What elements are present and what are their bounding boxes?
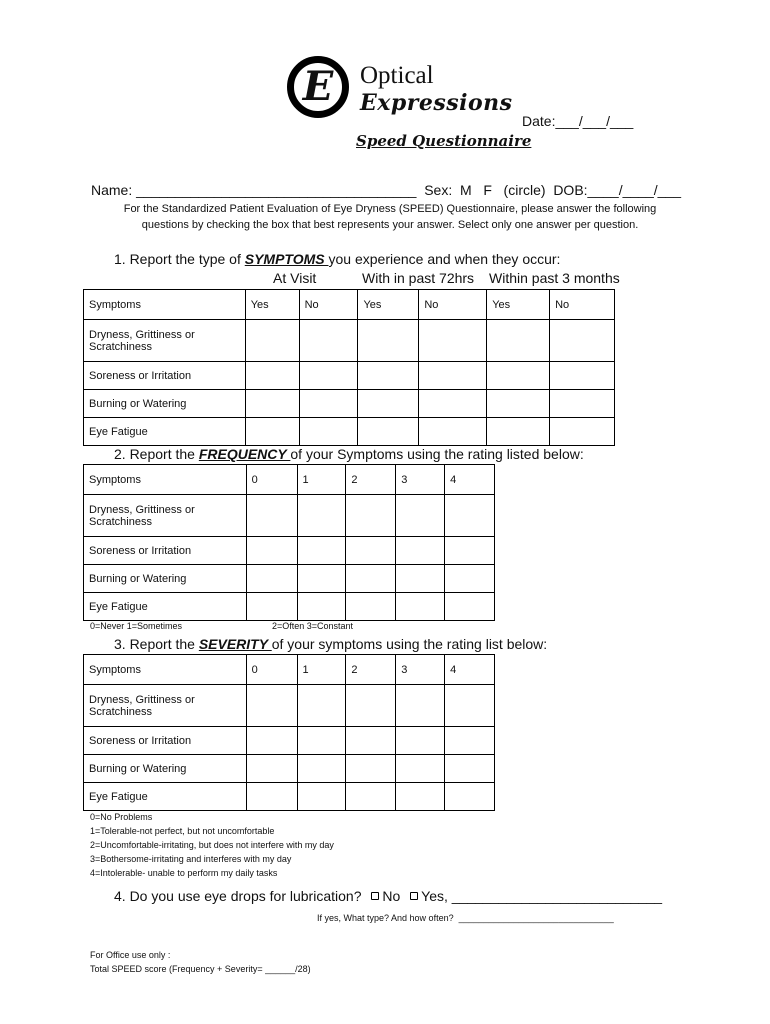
answer-cell[interactable] <box>297 495 346 537</box>
answer-cell[interactable] <box>246 685 297 727</box>
answer-cell[interactable] <box>550 390 615 418</box>
symptom-label: Burning or Watering <box>84 390 246 418</box>
answer-cell[interactable] <box>445 685 495 727</box>
document-title: Speed Questionnaire <box>356 132 532 150</box>
office-use-label: For Office use only : <box>90 950 171 960</box>
period-3-months: Within past 3 months <box>489 270 620 286</box>
frequency-legend-left: 0=Never 1=Sometimes <box>90 621 183 631</box>
patient-info-line[interactable]: Name: ____________________________________ Sex: M F (circle) DOB:____/____/___ <box>91 182 681 198</box>
logo-monogram <box>287 56 349 118</box>
answer-cell[interactable] <box>297 565 346 593</box>
answer-cell[interactable] <box>445 593 495 621</box>
answer-cell[interactable] <box>346 565 396 593</box>
answer-cell[interactable] <box>245 320 299 362</box>
col-symptoms: Symptoms <box>84 290 246 320</box>
answer-cell[interactable] <box>358 362 419 390</box>
answer-cell[interactable] <box>246 593 297 621</box>
table-header-row <box>84 465 495 495</box>
instructions-line-1: For the Standardized Patient Evaluation of Eye Dryness (SPEED) Questionnaire, please answer the following <box>123 203 657 215</box>
instructions-line-2: questions by checking the box that best represents your answer. Select only one answer per question. <box>141 219 639 231</box>
symptom-label: Dryness, Grittiness or Scratchiness <box>84 685 247 727</box>
answer-cell[interactable] <box>297 685 346 727</box>
answer-cell[interactable] <box>346 783 396 811</box>
answer-cell[interactable] <box>245 418 299 446</box>
answer-cell[interactable] <box>445 495 495 537</box>
answer-cell[interactable] <box>396 537 445 565</box>
table-row <box>84 390 615 418</box>
symptom-label: Eye Fatigue <box>84 593 247 621</box>
col-yes-visit: Yes <box>245 290 299 320</box>
col-symptoms: Symptoms <box>84 465 247 495</box>
answer-cell[interactable] <box>346 755 396 783</box>
col-rating-3: 3 <box>396 465 445 495</box>
symptom-label: Dryness, Grittiness or Scratchiness <box>84 495 247 537</box>
table-row <box>84 362 615 390</box>
symptom-label: Burning or Watering <box>84 755 247 783</box>
frequency-legend-right: 2=Often 3=Constant <box>272 621 354 631</box>
frequency-table <box>83 464 495 621</box>
answer-cell[interactable] <box>358 320 419 362</box>
answer-cell[interactable] <box>297 783 346 811</box>
answer-cell[interactable] <box>550 362 615 390</box>
col-no-visit: No <box>299 290 358 320</box>
answer-cell[interactable] <box>246 727 297 755</box>
col-rating-2: 2 <box>346 465 396 495</box>
answer-cell[interactable] <box>346 495 396 537</box>
col-rating-1: 1 <box>297 655 346 685</box>
table-row <box>84 783 495 811</box>
table-row <box>84 320 615 362</box>
answer-cell[interactable] <box>246 755 297 783</box>
answer-cell[interactable] <box>487 418 550 446</box>
symptoms-table <box>83 289 615 446</box>
answer-cell[interactable] <box>358 418 419 446</box>
answer-cell[interactable] <box>246 537 297 565</box>
answer-cell[interactable] <box>299 362 358 390</box>
answer-cell[interactable] <box>358 390 419 418</box>
symptom-label: Eye Fatigue <box>84 418 246 446</box>
answer-cell[interactable] <box>445 727 495 755</box>
answer-cell[interactable] <box>299 390 358 418</box>
legend-item: 0=No Problems <box>90 812 153 822</box>
legend-item: 3=Bothersome-irritating and interferes with my day <box>90 854 292 864</box>
answer-cell[interactable] <box>396 783 445 811</box>
answer-cell[interactable] <box>297 727 346 755</box>
table-row <box>84 593 495 621</box>
answer-cell[interactable] <box>445 783 495 811</box>
answer-cell[interactable] <box>346 593 396 621</box>
question-1: 1. Report the type of SYMPTOMS you experience and when they occur: <box>114 251 561 267</box>
col-yes-72: Yes <box>358 290 419 320</box>
question-3: 3. Report the SEVERITY of your symptoms using the rating list below: <box>114 636 548 652</box>
col-rating-2: 2 <box>346 655 396 685</box>
option-yes[interactable]: Yes, ___________________________ <box>421 888 663 904</box>
logo-text-expressions: Expressions <box>360 90 513 116</box>
table-row <box>84 537 495 565</box>
table-row <box>84 755 495 783</box>
answer-cell[interactable] <box>419 362 487 390</box>
severity-legend <box>90 810 334 880</box>
option-no: No <box>382 888 401 904</box>
answer-cell[interactable] <box>297 593 346 621</box>
symptom-label: Dryness, Grittiness or Scratchiness <box>84 320 246 362</box>
answer-cell[interactable] <box>299 418 358 446</box>
table-row <box>84 685 495 727</box>
question-4: 4. Do you use eye drops for lubrication? No Yes, ___________________________ <box>114 888 663 904</box>
answer-cell[interactable] <box>396 727 445 755</box>
col-rating-0: 0 <box>246 465 297 495</box>
answer-cell[interactable] <box>550 418 615 446</box>
answer-cell[interactable] <box>346 727 396 755</box>
answer-cell[interactable] <box>419 390 487 418</box>
answer-cell[interactable] <box>445 537 495 565</box>
legend-item: 1=Tolerable-not perfect, but not uncomfortable <box>90 826 275 836</box>
table-row <box>84 727 495 755</box>
answer-cell[interactable] <box>487 362 550 390</box>
answer-cell[interactable] <box>445 565 495 593</box>
table-row <box>84 495 495 537</box>
answer-cell[interactable] <box>396 495 445 537</box>
answer-cell[interactable] <box>550 320 615 362</box>
q3-keyword: SEVERITY <box>198 636 272 652</box>
period-at-visit: At Visit <box>273 270 317 286</box>
legend-item: 2=Uncomfortable-irritating, but does not interfere with my day <box>90 840 334 850</box>
legend-item: 4=Intolerable- unable to perform my daily tasks <box>90 868 278 878</box>
answer-cell[interactable] <box>396 685 445 727</box>
table-header-row <box>84 655 495 685</box>
table-row <box>84 418 615 446</box>
period-72hrs: With in past 72hrs <box>362 270 475 286</box>
table-row <box>84 565 495 593</box>
answer-cell[interactable] <box>445 755 495 783</box>
col-rating-4: 4 <box>445 465 495 495</box>
answer-cell[interactable] <box>246 495 297 537</box>
speed-score-field[interactable]: Total SPEED score (Frequency + Severity= ______/28) <box>90 964 311 974</box>
symptom-label: Soreness or Irritation <box>84 362 246 390</box>
answer-cell[interactable] <box>245 362 299 390</box>
logo-text-optical: Optical <box>360 62 434 89</box>
answer-cell[interactable] <box>245 390 299 418</box>
answer-cell[interactable] <box>297 755 346 783</box>
answer-cell[interactable] <box>346 537 396 565</box>
answer-cell[interactable] <box>487 320 550 362</box>
col-rating-3: 3 <box>396 655 445 685</box>
table-header-row <box>84 290 615 320</box>
col-rating-1: 1 <box>297 465 346 495</box>
col-no-72: No <box>419 290 487 320</box>
answer-cell[interactable] <box>396 565 445 593</box>
symptom-label: Eye Fatigue <box>84 783 247 811</box>
col-yes-3m: Yes <box>487 290 550 320</box>
severity-table <box>83 654 495 811</box>
col-symptoms: Symptoms <box>84 655 247 685</box>
q1-keyword: SYMPTOMS <box>244 251 329 267</box>
date-field[interactable]: Date:___/___/___ <box>522 113 634 129</box>
checkbox-yes[interactable] <box>410 892 418 900</box>
question-2: 2. Report the FREQUENCY of your Symptoms using the rating listed below: <box>114 446 584 462</box>
col-rating-4: 4 <box>445 655 495 685</box>
answer-cell[interactable] <box>487 390 550 418</box>
answer-cell[interactable] <box>297 537 346 565</box>
answer-cell[interactable] <box>246 783 297 811</box>
col-no-3m: No <box>550 290 615 320</box>
answer-cell[interactable] <box>346 685 396 727</box>
symptom-label: Soreness or Irritation <box>84 727 247 755</box>
answer-cell[interactable] <box>419 320 487 362</box>
symptom-label: Soreness or Irritation <box>84 537 247 565</box>
answer-cell[interactable] <box>299 320 358 362</box>
answer-cell[interactable] <box>396 593 445 621</box>
q4-followup[interactable]: If yes, What type? And how often? _______________________________ <box>317 913 614 923</box>
logo-letter: E <box>302 63 334 110</box>
col-rating-0: 0 <box>246 655 297 685</box>
symptom-label: Burning or Watering <box>84 565 247 593</box>
q2-keyword: FREQUENCY <box>198 446 291 462</box>
answer-cell[interactable] <box>419 418 487 446</box>
checkbox-no[interactable] <box>371 892 379 900</box>
answer-cell[interactable] <box>396 755 445 783</box>
answer-cell[interactable] <box>246 565 297 593</box>
